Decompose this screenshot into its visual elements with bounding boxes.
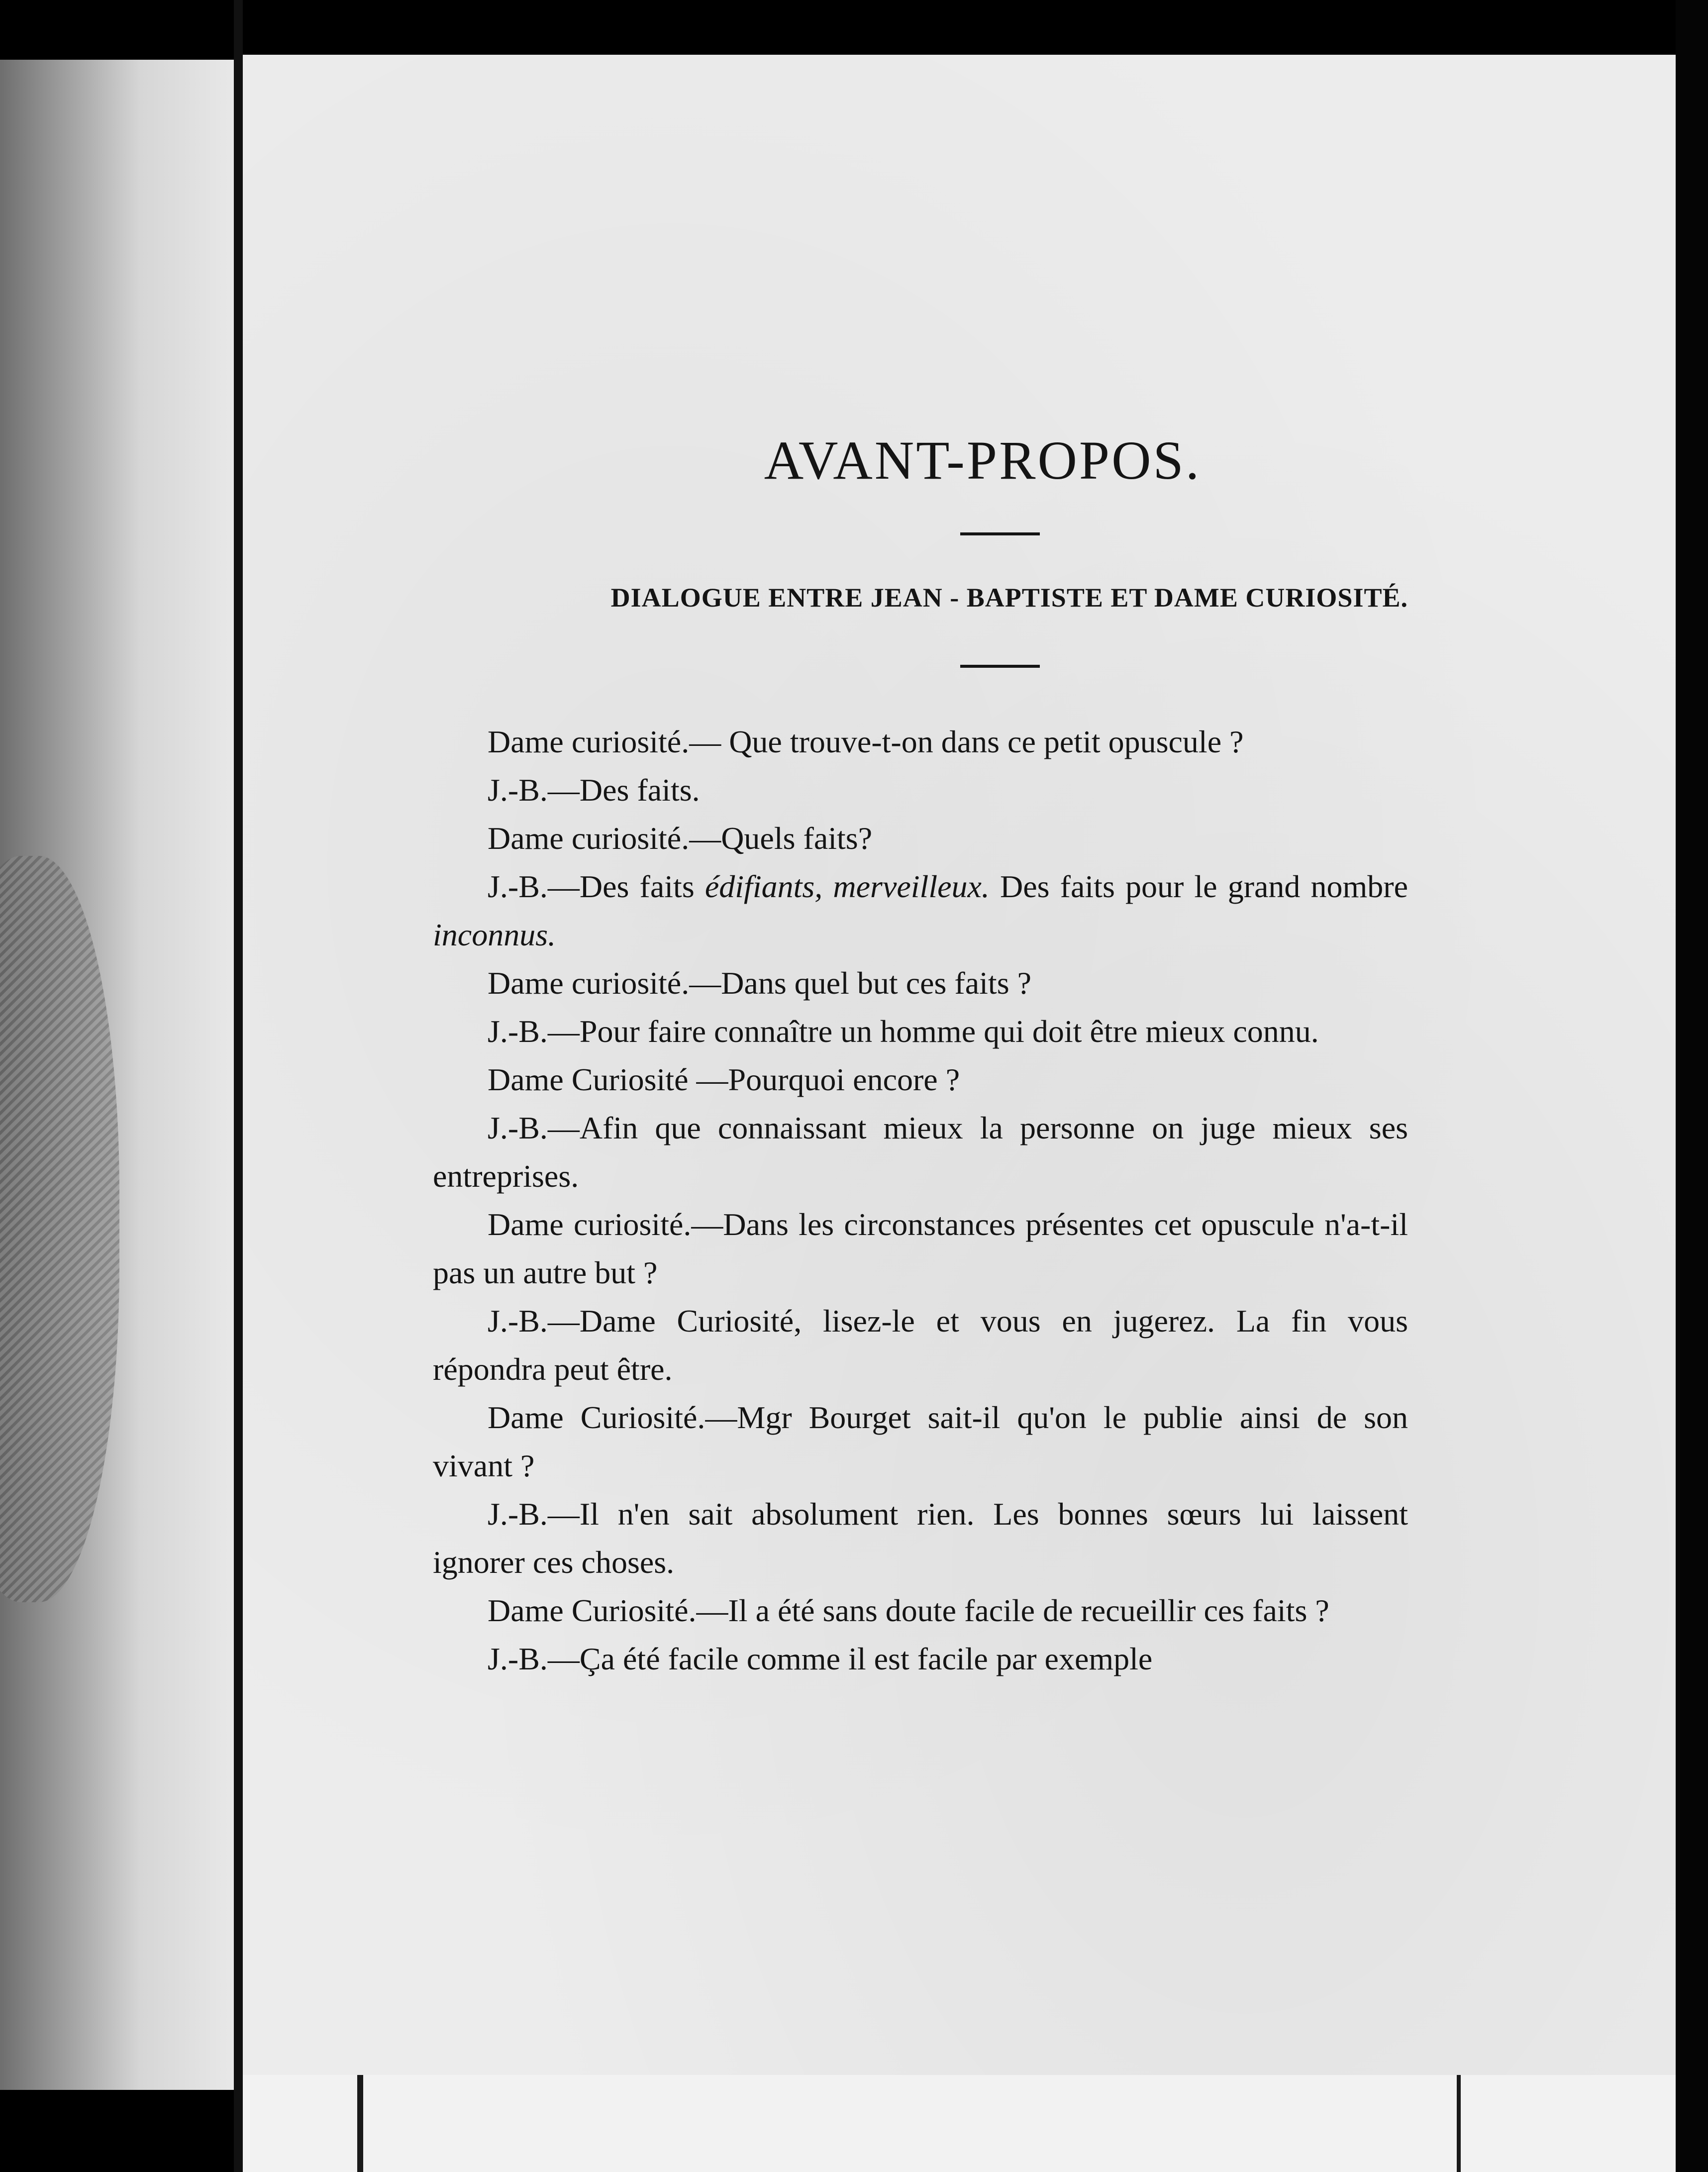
dialogue-text: —Des faits [547, 869, 705, 904]
heading-rule [960, 665, 1040, 668]
dialogue-line [433, 1007, 1408, 1055]
speaker-name: Dame Curiosité. [488, 1593, 697, 1628]
dialogue-line [433, 814, 1408, 862]
speaker-name: Dame curiosité. [488, 965, 690, 1001]
speaker-name: J.-B. [488, 1496, 548, 1532]
speaker-name: J.-B. [488, 1303, 548, 1339]
dialogue-text: —Quels faits? [689, 821, 873, 856]
dialogue-body [433, 718, 1408, 1683]
dialogue-line [433, 1055, 1408, 1104]
dialogue-line [433, 862, 1408, 959]
speaker-name: J.-B. [488, 1014, 548, 1049]
margin-mark [1457, 2075, 1461, 2172]
italic-text: inconnus. [433, 917, 556, 952]
dialogue-text: —Il a été sans doute facile de recueillir ces faits ? [696, 1593, 1329, 1628]
dialogue-text: —Dame Curiosité, lisez-le et vous en jugerez. La fin vous répondra peut être. [433, 1303, 1408, 1387]
speaker-name: J.-B. [488, 1641, 548, 1676]
speaker-name: J.-B. [488, 772, 548, 808]
dialogue-line [433, 1104, 1408, 1200]
dialogue-text: —Des faits. [547, 772, 700, 808]
dialogue-text: — Que trouve-t-on dans ce petit opuscule ? [689, 724, 1244, 759]
speaker-name: Dame curiosité. [488, 821, 690, 856]
dialogue-line [433, 766, 1408, 814]
dialogue-text: —Dans quel but ces faits ? [689, 965, 1031, 1001]
speaker-name: Dame curiosité. [488, 1207, 692, 1242]
dialogue-text: —Mgr Bourget sait-il qu'on le publie ainsi de son vivant ? [433, 1400, 1408, 1483]
dialogue-text: —Afin que connaissant mieux la personne on juge mieux ses entreprises. [433, 1110, 1408, 1194]
speaker-name: Dame Curiosité. [488, 1400, 705, 1435]
dialogue-line [433, 1297, 1408, 1393]
speaker-name: J.-B. [488, 1110, 548, 1145]
speaker-name: Dame Curiosité [488, 1062, 689, 1097]
dialogue-text: —Pourquoi encore ? [688, 1062, 960, 1097]
dialogue-line [433, 1586, 1408, 1635]
speaker-name: J.-B. [488, 869, 548, 904]
title-rule [960, 532, 1040, 535]
dialogue-text: —Pour faire connaître un homme qui doit être mieux connu. [547, 1014, 1319, 1049]
previous-page-edge [0, 60, 234, 2090]
engraving-fragment [0, 856, 119, 1602]
book-gutter [234, 0, 243, 2172]
page-title: AVANT-PROPOS. [764, 430, 1202, 491]
dialogue-text: —Il n'en sait absolument rien. Les bonnes sœurs lui laissent ignorer ces choses. [433, 1496, 1408, 1580]
dialogue-text: —Dans les circonstances présentes cet opuscule n'a-t-il pas un autre but ? [433, 1207, 1408, 1290]
page-content [433, 428, 1408, 1683]
dialogue-line [433, 718, 1408, 766]
dialogue-line [433, 959, 1408, 1007]
dialogue-line [433, 1635, 1408, 1683]
dialogue-text: —Ça été facile comme il est facile par exemple [547, 1641, 1153, 1676]
dialogue-line [433, 1200, 1408, 1297]
page-bottom-margin [243, 2075, 1708, 2172]
scan-border [1676, 0, 1708, 2172]
margin-mark [357, 2075, 363, 2172]
dialogue-line [433, 1393, 1408, 1490]
speaker-name: Dame curiosité. [488, 724, 690, 759]
dialogue-heading: DIALOGUE ENTRE JEAN - BAPTISTE ET DAME CURIOSITÉ. [610, 583, 1408, 613]
italic-text: édifiants, merveilleux. [704, 869, 990, 904]
dialogue-text: Des faits pour le grand nombre [989, 869, 1408, 904]
dialogue-line [433, 1490, 1408, 1586]
